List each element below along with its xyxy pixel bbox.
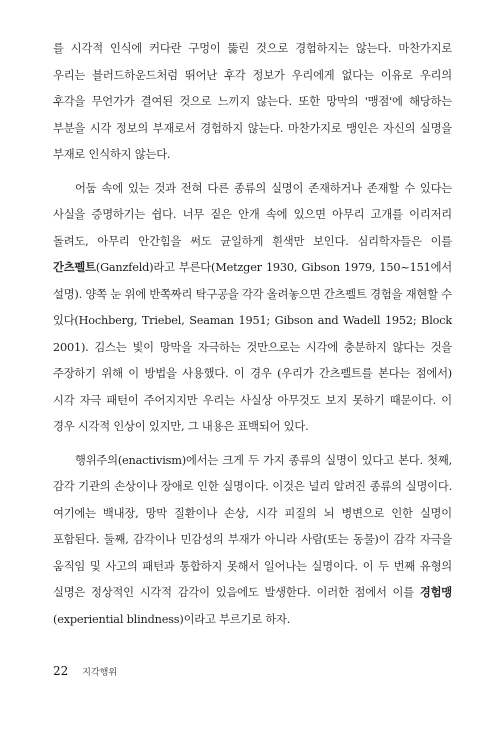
paragraph-2-text-a: 어둠 속에 있는 것과 전혀 다른 종류의 실명이 존재하거나 존재할 수 있다는 사실을 증명하기는 쉽다. 너무 짙은 안개 속에 있으면 아무리 고개를 이리저리 돌려도, 아무리 안간힘을 써도 균일하게 흰색만 보인다. 심리학자들은 이를 — [53, 181, 452, 248]
term-experiential-blindness: 경험맹 — [419, 586, 452, 599]
body-text — [53, 36, 452, 640]
paragraph-2-text-b: (Ganzfeld)라고 부른다(Metzger 1930, Gibson 1979, 150~151에서 설명). 양쪽 눈 위에 반쪽짜리 탁구공을 각각 올려놓으면 간츠펠트 경험을 재현할 수 있다(Hochberg, Triebel, Seaman 1951; Gibson and Wadell 1952; Block 2001). 김스는 빛이 망막을 자극하는 것만으로는 시각에 충분하지 않다는 것을 주장하기 위해 이 방법을 사용했다. 이 경우 (우리가 간츠펠트를 본다는 점에서) 시각 자극 패턴이 주어지지만 우리는 사실상 아무것도 보지 못하기 때문이다. 이 경우 시각적 인상이 있지만, 그 내용은 표백되어 있다. — [53, 261, 452, 433]
paragraph-1-text: 를 시각적 인식에 커다란 구멍이 뚫린 것으로 경험하지는 않는다. 마찬가지로 우리는 블러드하운드처럼 뛰어난 후각 정보가 우리에게 없다는 이유로 우리의 후각을 무언가가 결여된 것으로 느끼지 않는다. 또한 망막의 '맹점'에 해당하는 부분을 시각 정보의 부재로서 경험하지 않는다. 마찬가지로 맹인은 자신의 실명을 부재로 인식하지 않는다. — [53, 42, 452, 161]
paragraph-3-text-a: 행위주의(enactivism)에서는 크게 두 가지 종류의 실명이 있다고 본다. 첫째, 감각 기관의 손상이나 장애로 인한 실명이다. 이것은 널리 알려진 종류의 실명이다. 여기에는 백내장, 망막 질환이나 손상, 시각 피질의 뇌 병변으로 인한 실명이 포함된다. 둘째, 감각이나 민감성의 부재가 아니라 사람(또는 동물)이 감각 자극을 움직임 및 사고의 패턴과 통합하지 못해서 일어나는 실명이다. 이 두 번째 유형의 실명은 정상적인 시각적 감각이 있음에도 발생한다. 이러한 점에서 이를 — [53, 453, 452, 599]
page-footer — [53, 664, 117, 680]
page-number: 22 — [53, 664, 69, 678]
paragraph-1 — [53, 36, 452, 169]
paragraph-2 — [53, 176, 452, 441]
term-ganzfeld: 간츠펠트 — [53, 261, 96, 274]
running-title: 지각행위 — [82, 668, 118, 678]
paragraph-3-text-b: (experiential blindness)이라고 부르기로 하자. — [53, 612, 291, 626]
paragraph-3 — [53, 448, 452, 634]
